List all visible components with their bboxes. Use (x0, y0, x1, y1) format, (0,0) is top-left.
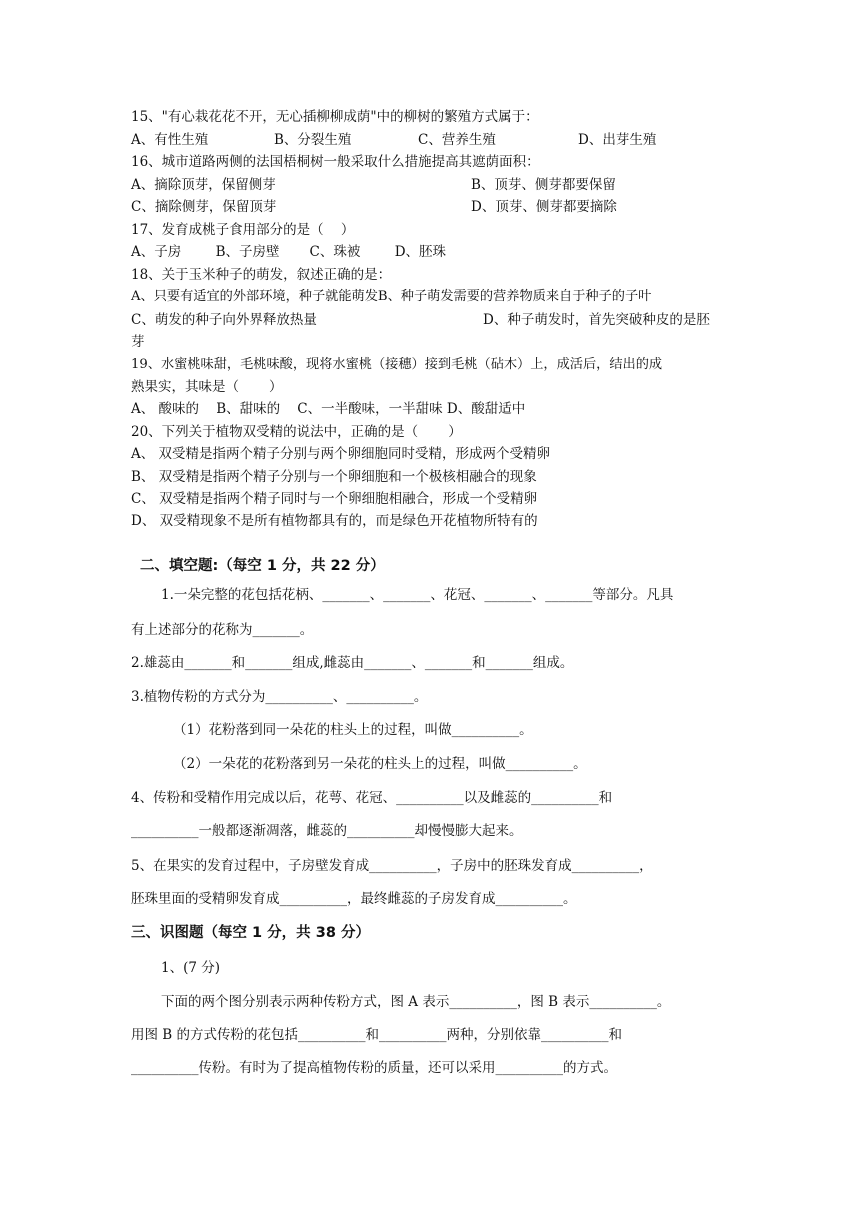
question-15-option-d: D、出芽生殖 (578, 132, 657, 148)
question-16-option-a: A、摘除顶芽，保留侧芽 (131, 177, 276, 193)
question-19-options: A、 酸味的 B、甜味的 C、一半酸味，一半甜味 D、酸甜适中 (131, 401, 526, 417)
question-20-option-c: C、 双受精是指两个精子同时与一个卵细胞相融合，形成一个受精卵 (131, 491, 538, 507)
fill-blank-1-line1: 1.一朵完整的花包括花柄、_______、_______、花冠、_______、_______等部分。凡具 (161, 587, 674, 603)
question-20-option-b: B、 双受精是指两个精子分别与一个卵细胞和一个极核相融合的现象 (131, 469, 537, 485)
question-18-option-c: C、萌发的种子向外界释放热量 (131, 312, 317, 328)
question-16-option-b: B、顶芽、侧芽都要保留 (471, 177, 616, 193)
fill-blank-5-line1: 5、在果实的发育过程中，子房壁发育成__________，子房中的胚珠发育成__________， (131, 858, 653, 874)
section-3-heading: 三、识图题（每空 1 分，共 38 分） (131, 925, 370, 941)
fill-blank-3-sub1: （1）花粉落到同一朵花的柱头上的过程，叫做__________。 (173, 722, 533, 738)
question-19-stem-line2: 熟果实，其味是（ ） (131, 379, 283, 395)
question-15-option-c: C、营养生殖 (418, 132, 496, 148)
question-15-option-a: A、有性生殖 (131, 132, 209, 148)
figure-question-1-line1: 下面的两个图分别表示两种传粉方式，图 A 表示__________，图 B 表示__________。 (161, 994, 671, 1010)
question-16-option-d: D、顶芽、侧芽都要摘除 (471, 199, 617, 215)
question-20-stem: 20、下列关于植物双受精的说法中，正确的是（ ） (131, 424, 462, 440)
question-15-stem: 15、"有心栽花花不开，无心插柳柳成荫"中的柳树的繁殖方式属于： (131, 109, 539, 125)
question-19-stem-line1: 19、水蜜桃味甜，毛桃味酸，现将水蜜桃（接穗）接到毛桃（砧木）上，成活后，结出的成 (131, 357, 663, 372)
section-2-heading: 二、填空题:（每空 1 分，共 22 分） (140, 558, 385, 574)
question-17-options: A、子房 B、子房壁 C、珠被 D、胚珠 (131, 244, 447, 260)
question-20-option-a: A、 双受精是指两个精子分别与两个卵细胞同时受精，形成两个受精卵 (131, 446, 551, 462)
fill-blank-4-line1: 4、传粉和受精作用完成以后，花萼、花冠、__________以及雌蕊的__________和 (131, 790, 613, 806)
figure-question-1-line2: 用图 B 的方式传粉的花包括__________和__________两种，分别依靠__________和 (131, 1027, 623, 1043)
question-18-option-d: D、种子萌发时，首先突破种皮的是胚 (483, 312, 710, 328)
fill-blank-3: 3.植物传粉的方式分为__________、__________。 (131, 689, 428, 705)
question-18-option-d-continued: 芽 (131, 334, 145, 350)
figure-question-1-label: 1、(7 分) (161, 960, 221, 976)
question-18-stem: 18、关于玉米种子的萌发，叙述正确的是： (131, 267, 392, 283)
fill-blank-1-line2: 有上述部分的花称为_______。 (131, 622, 314, 638)
fill-blank-2: 2.雄蕊由_______和_______组成,雌蕊由_______、_______和_______组成。 (131, 655, 574, 671)
question-16-stem: 16、城市道路两侧的法国梧桐树一般采取什么措施提高其遮荫面积： (131, 154, 540, 170)
question-16-option-c: C、摘除侧芽，保留顶芽 (131, 199, 277, 215)
question-17-stem: 17、发育成桃子食用部分的是（ ） (131, 222, 355, 238)
fill-blank-5-line2: 胚珠里面的受精卵发育成__________，最终雌蕊的子房发育成__________。 (131, 891, 577, 907)
fill-blank-4-line2: __________一般都逐渐凋落，雌蕊的__________却慢慢膨大起来。 (131, 823, 523, 839)
fill-blank-3-sub2: （2）一朵花的花粉落到另一朵花的柱头上的过程，叫做__________。 (173, 756, 587, 772)
question-18-options-ab: A、只要有适宜的外部环境，种子就能萌发B、种子萌发需要的营养物质来自于种子的子叶 (131, 289, 652, 304)
figure-question-1-line3: __________传粉。有时为了提高植物传粉的质量，还可以采用__________的方式。 (131, 1060, 617, 1076)
question-15-option-b: B、分裂生殖 (274, 132, 352, 148)
question-20-option-d: D、 双受精现象不是所有植物都具有的，而是绿色开花植物所特有的 (131, 513, 538, 529)
